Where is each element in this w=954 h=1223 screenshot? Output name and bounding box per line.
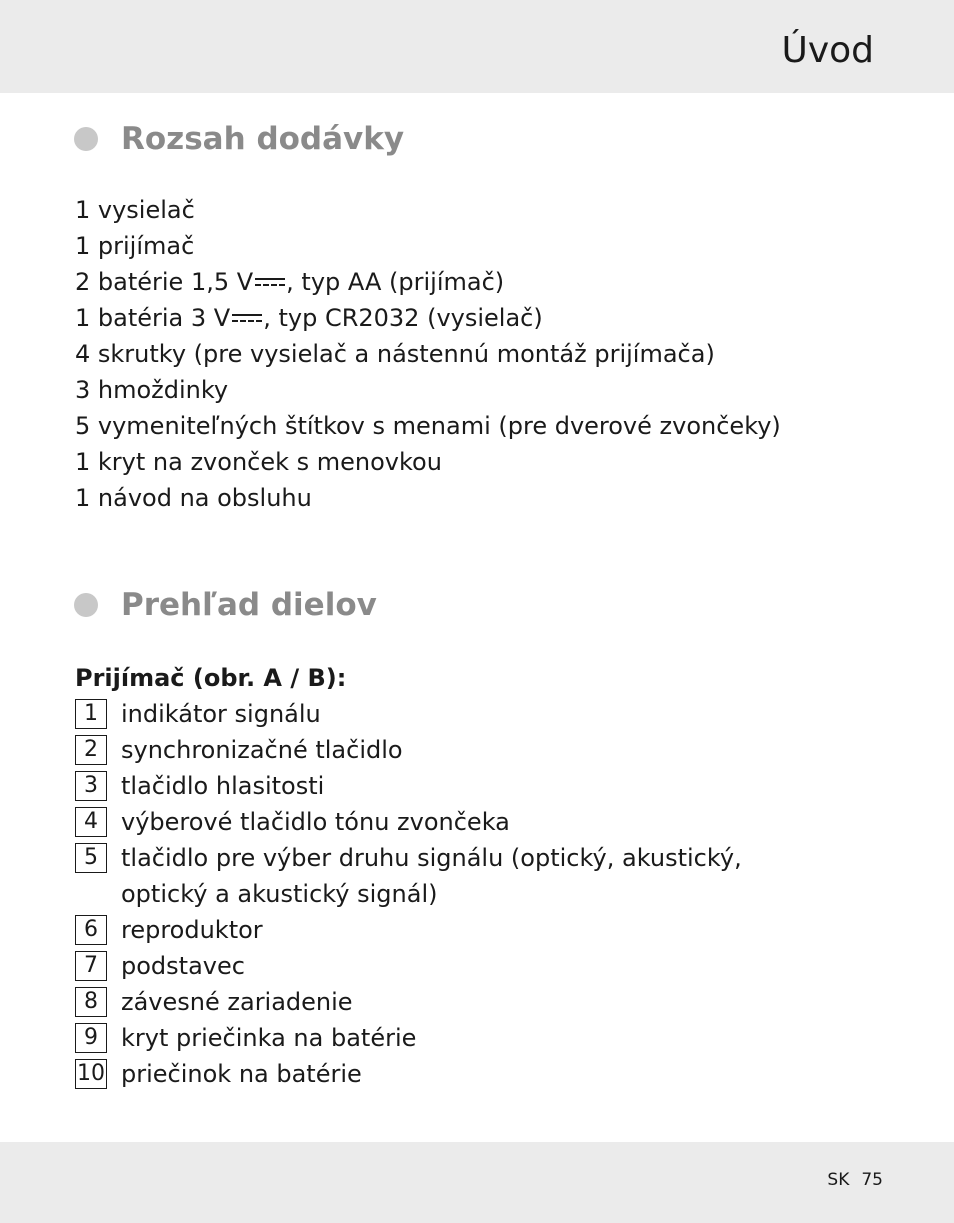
bullet-icon xyxy=(74,593,98,617)
part-number: 2 xyxy=(75,735,107,765)
part-label: synchronizačné tlačidlo xyxy=(121,736,403,764)
list-item-text: 3 hmoždinky xyxy=(75,376,229,404)
list-item xyxy=(75,336,781,372)
direct-current-icon xyxy=(255,276,285,290)
part-item xyxy=(75,804,835,840)
list-item xyxy=(75,300,781,336)
direct-current-icon xyxy=(232,312,262,326)
section-heading-parts xyxy=(74,587,377,623)
part-label: výberové tlačidlo tónu zvončeka xyxy=(121,808,510,836)
part-number: 1 xyxy=(75,699,107,729)
bullet-icon xyxy=(74,127,98,151)
list-item xyxy=(75,192,781,228)
part-number: 7 xyxy=(75,951,107,981)
part-item xyxy=(75,732,835,768)
list-item xyxy=(75,444,781,480)
page-title: Úvod xyxy=(781,30,874,71)
part-label: kryt priečinka na batérie xyxy=(121,1024,417,1052)
part-number: 5 xyxy=(75,843,107,873)
list-item-text: 1 batéria 3 V xyxy=(75,304,231,332)
parts-list xyxy=(75,696,835,1092)
part-item xyxy=(75,1020,835,1056)
page-footer xyxy=(827,1170,883,1190)
list-item-text: 1 prijímač xyxy=(75,232,195,260)
list-item-text: 1 kryt na zvonček s menovkou xyxy=(75,448,442,476)
receiver-heading: Prijímač (obr. A / B): xyxy=(75,664,347,692)
section-title: Rozsah dodávky xyxy=(121,121,405,157)
part-number: 9 xyxy=(75,1023,107,1053)
list-item-text: 1 návod na obsluhu xyxy=(75,484,312,512)
list-item xyxy=(75,372,781,408)
part-label: tlačidlo pre výber druhu signálu (optický, akustický, optický a akustický signál) xyxy=(121,844,742,908)
header-bar xyxy=(0,0,954,93)
part-number: 8 xyxy=(75,987,107,1017)
part-number: 6 xyxy=(75,915,107,945)
part-label: podstavec xyxy=(121,952,245,980)
part-number: 4 xyxy=(75,807,107,837)
list-item-text: 1 vysielač xyxy=(75,196,195,224)
part-label: priečinok na batérie xyxy=(121,1060,362,1088)
language-code: SK xyxy=(827,1170,850,1190)
part-item xyxy=(75,1056,835,1092)
list-item xyxy=(75,480,781,516)
list-item-text: 2 batérie 1,5 V xyxy=(75,268,254,296)
part-item xyxy=(75,696,835,732)
part-label: reproduktor xyxy=(121,916,263,944)
part-number: 3 xyxy=(75,771,107,801)
part-label: závesné zariadenie xyxy=(121,988,353,1016)
list-item-text: 4 skrutky (pre vysielač a nástennú montáž prijímača) xyxy=(75,340,715,368)
section-title: Prehľad dielov xyxy=(121,587,377,623)
part-item xyxy=(75,768,835,804)
page-number: 75 xyxy=(861,1170,883,1190)
part-item xyxy=(75,948,835,984)
footer-bar xyxy=(0,1142,954,1223)
part-item xyxy=(75,984,835,1020)
part-number: 10 xyxy=(75,1059,107,1089)
list-item xyxy=(75,408,781,444)
part-item xyxy=(75,912,835,948)
part-label: indikátor signálu xyxy=(121,700,321,728)
contents-list xyxy=(75,192,781,516)
list-item-text: , typ CR2032 (vysielač) xyxy=(263,304,543,332)
list-item-text: 5 vymeniteľných štítkov s menami (pre dverové zvončeky) xyxy=(75,412,781,440)
list-item xyxy=(75,228,781,264)
list-item-text: , typ AA (prijímač) xyxy=(286,268,505,296)
part-item xyxy=(75,840,835,912)
list-item xyxy=(75,264,781,300)
section-heading-contents xyxy=(74,121,404,157)
part-label: tlačidlo hlasitosti xyxy=(121,772,325,800)
